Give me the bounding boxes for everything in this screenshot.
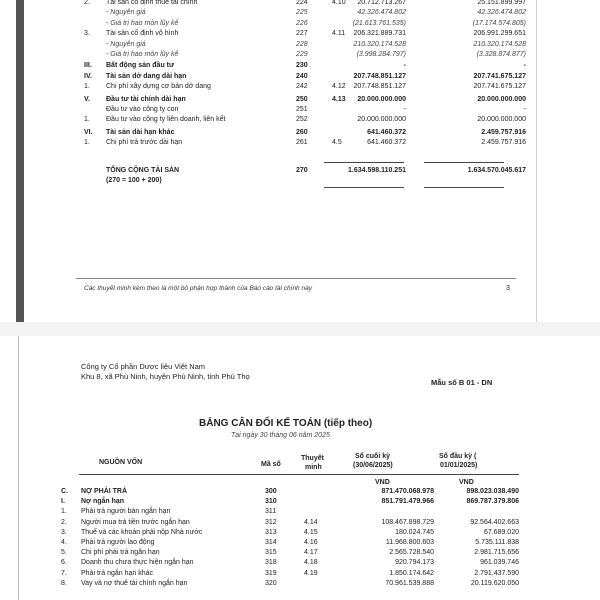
- row-code: 2.: [84, 0, 90, 6]
- row-end-value: 207.748.851.127: [353, 72, 406, 80]
- row-label: Đầu tư vào công ty liên doanh, liên kết: [106, 116, 226, 124]
- row-code-number: 229: [296, 51, 308, 58]
- row-label: Chi phí xây dựng cơ bản dở dang: [106, 83, 211, 91]
- form-number: Mẫu số B 01 - DN: [431, 378, 493, 387]
- column-end-1: Số cuối kỳ: [355, 453, 391, 460]
- row-label: Tài sản dở dang dài hạn: [106, 72, 187, 80]
- footnote: Các thuyết minh kèm theo là một bộ phận hợp thành của Báo cáo tài chính này: [84, 285, 312, 292]
- row-label: Chi phí phải trả ngắn hạn: [81, 549, 160, 557]
- row-end-value: 1.850.174.642: [389, 569, 434, 577]
- row-code-number: 251: [296, 106, 308, 113]
- row-label: - Nguyên giá: [106, 9, 146, 17]
- table-row: [24, 19, 536, 29]
- row-code-number: 310: [265, 498, 277, 506]
- row-start-value: 210.320.174.528: [473, 40, 526, 48]
- page-2: [18, 336, 559, 600]
- row-note: 4.5: [332, 139, 342, 147]
- row-code-number: 319: [265, 569, 277, 577]
- row-start-value: 42.326.474.802: [477, 9, 526, 17]
- total-label: TỔNG CỘNG TÀI SẢN: [106, 167, 180, 174]
- row-start-value: 2.791.437.590: [474, 569, 519, 577]
- row-end-value: 2.565.728.540: [389, 549, 434, 557]
- row-code: 2.: [61, 518, 67, 526]
- column-start-2: 01/01/2025): [440, 462, 478, 469]
- row-label: Phải trả người lao động: [81, 539, 155, 546]
- row-end-value: 210.320.174.528: [353, 40, 406, 48]
- row-code-number: 230: [296, 62, 308, 70]
- total-double-rule-2: [424, 187, 504, 188]
- row-label: Đầu tư vào công ty con: [106, 106, 179, 113]
- page-number: 3: [506, 285, 510, 292]
- row-note: 4.18: [304, 559, 318, 567]
- row-end-value: 206.321.889.731: [353, 30, 406, 38]
- row-label: Doanh thu chưa thực hiện ngắn hạn: [81, 559, 194, 567]
- unit-end: VND: [375, 479, 390, 486]
- row-end-value: 108.467.898.729: [381, 518, 434, 526]
- column-code: Mã số: [261, 461, 281, 468]
- report-title: BẢNG CÂN ĐỐI KẾ TOÁN (tiếp theo): [199, 418, 373, 429]
- row-code-number: 318: [265, 559, 277, 567]
- table-row: [24, 61, 536, 71]
- page-gap: [0, 322, 600, 336]
- row-code: III.: [84, 62, 92, 70]
- row-code: 8.: [61, 579, 67, 587]
- row-end-value: 180.024.745: [395, 528, 434, 536]
- row-start-value: 898.023.038.490: [466, 488, 519, 495]
- row-code: 1.: [84, 116, 90, 124]
- table-row: [24, 95, 536, 105]
- row-end-value: 207.748.851.127: [353, 83, 406, 91]
- row-code-number: 224: [296, 0, 308, 6]
- row-start-value: 869.787.379.806: [466, 498, 519, 506]
- header-rule: [79, 474, 519, 475]
- total-code: 270: [296, 167, 308, 174]
- row-code: 3.: [84, 30, 90, 38]
- row-end-value: 70.961.539.888: [385, 579, 434, 587]
- row-code-number: 320: [265, 579, 277, 587]
- footer-rule: [76, 278, 516, 279]
- row-start-value: 5.735.111.838: [475, 539, 519, 546]
- row-label: Tài sản cố định vô hình: [106, 30, 179, 38]
- row-note: 4.11: [332, 30, 346, 38]
- row-start-value: 2.459.757.916: [481, 139, 526, 147]
- row-start-value: 207.741.675.127: [473, 83, 526, 91]
- row-start-value: 67.689.020: [483, 528, 519, 536]
- row-code: C.: [61, 488, 68, 495]
- row-code: 5.: [61, 549, 67, 557]
- row-code: 1.: [84, 83, 90, 91]
- row-end-value: 641.460.372: [367, 128, 406, 136]
- row-start-value: -: [523, 62, 526, 70]
- table-row: [24, 50, 536, 60]
- row-label: - Giá trị hao mòn lũy kế: [106, 51, 179, 58]
- row-code: I.: [61, 498, 65, 506]
- column-note-1: Thuyết: [301, 455, 324, 462]
- row-label: Phải trả người bán ngắn hạn: [81, 508, 171, 516]
- row-end-value: (3.998.284.797): [356, 51, 406, 58]
- row-note: 4.19: [304, 569, 318, 577]
- row-end-value: 20.000.000.000: [357, 116, 406, 124]
- column-source: NGUỒN VỐN: [99, 459, 143, 466]
- company-name: Công ty Cổ phần Dược liệu Việt Nam: [81, 362, 206, 371]
- table-row: [24, 0, 536, 8]
- row-code-number: 252: [296, 116, 308, 124]
- row-code-number: 227: [296, 30, 308, 38]
- row-code-number: 312: [265, 518, 277, 526]
- row-label: Chi phí trả trước dài hạn: [106, 139, 183, 147]
- row-end-value: 641.460.372: [367, 139, 406, 147]
- row-code-number: 314: [265, 539, 277, 546]
- company-address: Khu 8, xã Phù Ninh, huyện Phù Ninh, tỉnh Phú Thọ: [81, 372, 250, 381]
- row-label: Tài sản dài hạn khác: [106, 128, 175, 136]
- row-end-value: 20.000.000.000: [357, 95, 406, 103]
- table-row: [24, 29, 536, 39]
- row-note: 4.17: [304, 549, 318, 557]
- row-start-value: 2.459.757.916: [481, 128, 526, 136]
- row-code: 4.: [61, 539, 67, 546]
- row-note: 4.10: [332, 0, 346, 6]
- table-row: [24, 138, 536, 148]
- row-start-value: 961.039.746: [480, 559, 519, 567]
- row-label: Thuế và các khoản phải nộp Nhà nước: [81, 528, 203, 536]
- table-row: [24, 128, 536, 138]
- row-end-value: 42.326.474.802: [357, 9, 406, 17]
- binding-edge: [16, 0, 24, 330]
- row-start-value: (17.174.574.805): [472, 19, 526, 27]
- row-label: Nợ ngắn hạn: [81, 498, 125, 506]
- row-code-number: 261: [296, 139, 308, 147]
- row-start-value: 92.564.402.663: [470, 518, 519, 526]
- row-end-value: 851.791.479.966: [381, 498, 434, 506]
- row-start-value: -: [523, 106, 526, 113]
- table-row: [24, 8, 536, 18]
- row-start-value: 20.119.620.050: [470, 579, 519, 587]
- total-row: [24, 166, 536, 176]
- row-label: NỢ PHẢI TRẢ: [81, 488, 128, 495]
- row-code: IV.: [84, 72, 92, 80]
- row-end-value: 20.712.713.267: [357, 0, 406, 6]
- row-label: Tài sản cố định thuê tài chính: [106, 0, 198, 6]
- row-start-value: 2.981.715.656: [474, 549, 519, 557]
- row-end-value: (21.613.761.535): [352, 19, 406, 27]
- total-formula-row: [24, 176, 536, 186]
- table-row: [24, 105, 536, 115]
- total-formula: (270 = 100 + 200): [106, 177, 162, 184]
- column-note-2: minh: [305, 464, 322, 471]
- row-code: 7.: [61, 569, 67, 577]
- row-note: 4.16: [304, 539, 318, 546]
- page-1: [24, 0, 537, 323]
- row-note: 4.12: [332, 83, 346, 91]
- table-row: [24, 40, 536, 50]
- report-subtitle: Tại ngày 30 tháng 06 năm 2025: [231, 432, 330, 439]
- row-code: VI.: [84, 128, 93, 136]
- row-end-value: 920.794.173: [395, 559, 434, 567]
- row-label: Vay và nợ thuê tài chính ngắn hạn: [81, 579, 188, 587]
- table-row: [24, 115, 536, 125]
- row-code-number: 313: [265, 528, 277, 536]
- row-code: 6.: [61, 559, 67, 567]
- total-double-rule-1: [324, 187, 404, 188]
- row-label: Bất động sản đầu tư: [106, 62, 175, 70]
- row-label: Người mua trả tiền trước ngắn hạn: [81, 518, 190, 526]
- row-code-number: 242: [296, 83, 308, 91]
- unit-start: VND: [459, 479, 474, 486]
- row-code: V.: [84, 95, 90, 103]
- row-code-number: 315: [265, 549, 277, 557]
- row-code-number: 250: [296, 95, 308, 103]
- row-label: Đầu tư tài chính dài hạn: [106, 95, 186, 103]
- column-start-1: Số đầu kỳ (: [439, 453, 477, 460]
- total-end-value: 1.634.598.110.251: [347, 167, 406, 174]
- row-label: - Giá trị hao mòn lũy kế: [106, 19, 179, 27]
- row-start-value: (3.328.874.877): [476, 51, 526, 58]
- table-row: [24, 82, 536, 92]
- row-code: 1.: [84, 139, 90, 147]
- row-note: 4.14: [304, 518, 318, 526]
- table-row: [24, 72, 536, 82]
- row-start-value: 20.000.000.000: [477, 116, 526, 124]
- row-start-value: 206.991.299.651: [473, 30, 526, 38]
- total-rule-1: [324, 162, 404, 163]
- row-end-value: 871.470.068.978: [381, 488, 434, 495]
- row-code-number: 225: [296, 9, 308, 17]
- row-end-value: 11.968.800.603: [385, 539, 434, 546]
- row-code-number: 300: [265, 488, 277, 495]
- row-label: - Nguyên giá: [106, 40, 146, 48]
- row-note: 4.15: [304, 528, 318, 536]
- total-start-value: 1.634.570.045.617: [467, 167, 526, 174]
- row-start-value: 25.151.899.997: [477, 0, 526, 6]
- total-rule-2: [424, 162, 504, 163]
- row-code-number: 228: [296, 40, 308, 48]
- row-code: 1.: [61, 508, 67, 516]
- row-code-number: 226: [296, 19, 308, 27]
- row-start-value: 207.741.675.127: [473, 72, 526, 80]
- row-code-number: 260: [296, 128, 308, 136]
- row-note: 4.13: [332, 95, 346, 103]
- row-code-number: 240: [296, 72, 308, 80]
- row-label: Phải trả ngắn hạn khác: [81, 569, 153, 577]
- row-end-value: -: [403, 106, 406, 113]
- row-start-value: 20.000.000.000: [477, 95, 526, 103]
- row-end-value: -: [403, 62, 406, 70]
- row-code-number: 311: [265, 508, 277, 516]
- column-end-2: (30/06/2025): [353, 462, 393, 469]
- row-code: 3.: [61, 528, 67, 536]
